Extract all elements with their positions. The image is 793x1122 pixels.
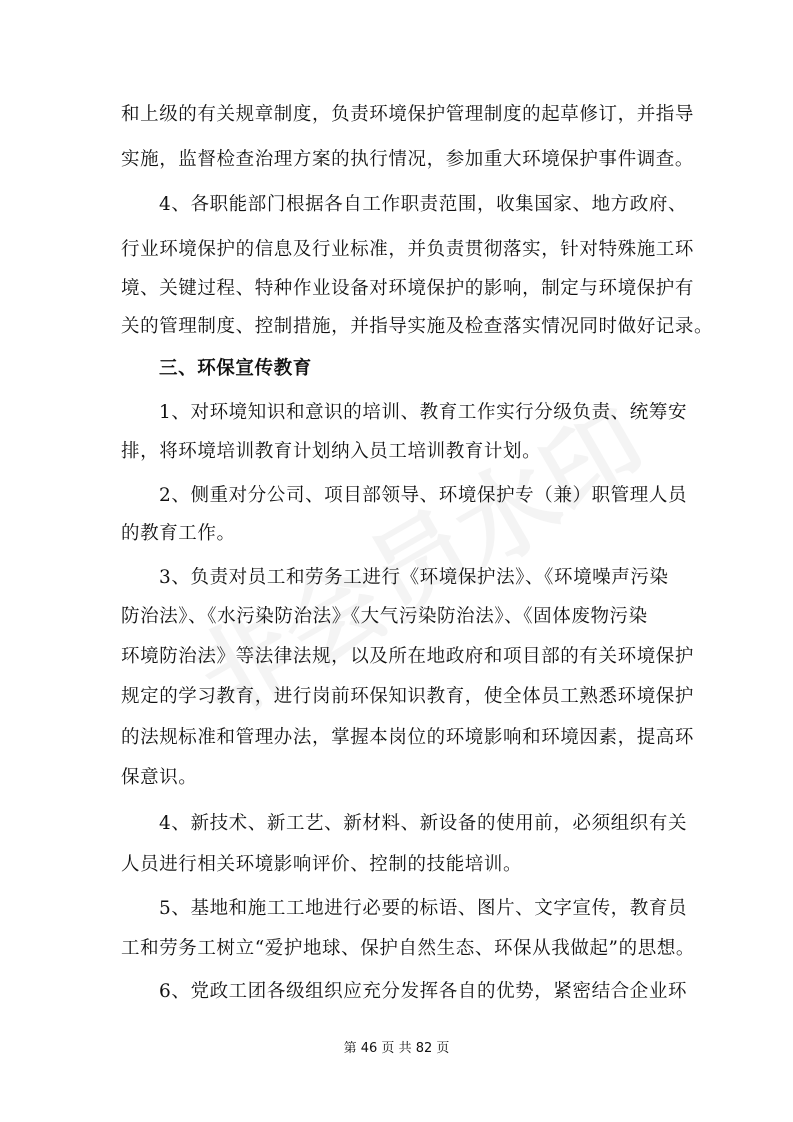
body-line: 境、关键过程、特种作业设备对环境保护的影响，制定与环境保护有 bbox=[121, 278, 695, 299]
body-line: 1、对环境知识和意识的培训、教育工作实行分级负责、统筹安 bbox=[159, 402, 688, 423]
body-line: 5、基地和施工工地进行必要的标语、图片、文字宣传，教育员 bbox=[159, 898, 688, 919]
body-line: 人员进行相关环境影响评价、控制的技能培训。 bbox=[121, 854, 523, 875]
page-number-footer: 第 46 页 共 82 页 bbox=[343, 1041, 450, 1056]
body-line: 3、负责对员工和劳务工进行《环境保护法》、《环境噪声污染 bbox=[159, 567, 669, 588]
body-line: 保意识。 bbox=[121, 767, 198, 788]
body-line: 规定的学习教育，进行岗前环保知识教育，使全体员工熟悉环境保护 bbox=[121, 686, 695, 707]
body-line: 排，将环境培训教育计划纳入员工培训教育计划。 bbox=[121, 441, 542, 462]
body-line: 行业环境保护的信息及行业标准，并负责贯彻落实，针对特殊施工环 bbox=[121, 239, 695, 260]
body-line: 2、侧重对分公司、项目部领导、环境保护专（兼）职管理人员 bbox=[159, 485, 688, 506]
body-line: 环境防治法》等法律法规，以及所在地政府和项目部的有关环境保护 bbox=[121, 646, 695, 667]
body-line: 的法规标准和管理办法，掌握本岗位的环境影响和环境因素，提高环 bbox=[121, 727, 695, 748]
body-line: 和上级的有关规章制度，负责环境保护管理制度的起草修订，并指导 bbox=[121, 104, 695, 125]
body-line: 6、党政工团各级组织应充分发挥各自的优势，紧密结合企业环 bbox=[159, 981, 688, 1002]
body-line: 工和劳务工树立“爱护地球、保护自然生态、环保从我做起”的思想。 bbox=[121, 938, 696, 959]
body-line: 4、各职能部门根据各自工作职责范围，收集国家、地方政府、 bbox=[159, 194, 688, 215]
body-line: 防治法》、《水污染防治法》《大气污染防治法》、《固体废物污染 bbox=[121, 606, 648, 627]
body-line: 关的管理制度、控制措施，并指导实施及检查落实情况同时做好记录。 bbox=[121, 316, 714, 337]
body-line: 实施，监督检查治理方案的执行情况，参加重大环境保护事件调查。 bbox=[121, 149, 695, 170]
body-line: 4、新技术、新工艺、新材料、新设备的使用前，必须组织有关 bbox=[159, 813, 688, 834]
body-line: 的教育工作。 bbox=[121, 523, 236, 544]
section-heading: 三、环保宣传教育 bbox=[159, 358, 312, 379]
